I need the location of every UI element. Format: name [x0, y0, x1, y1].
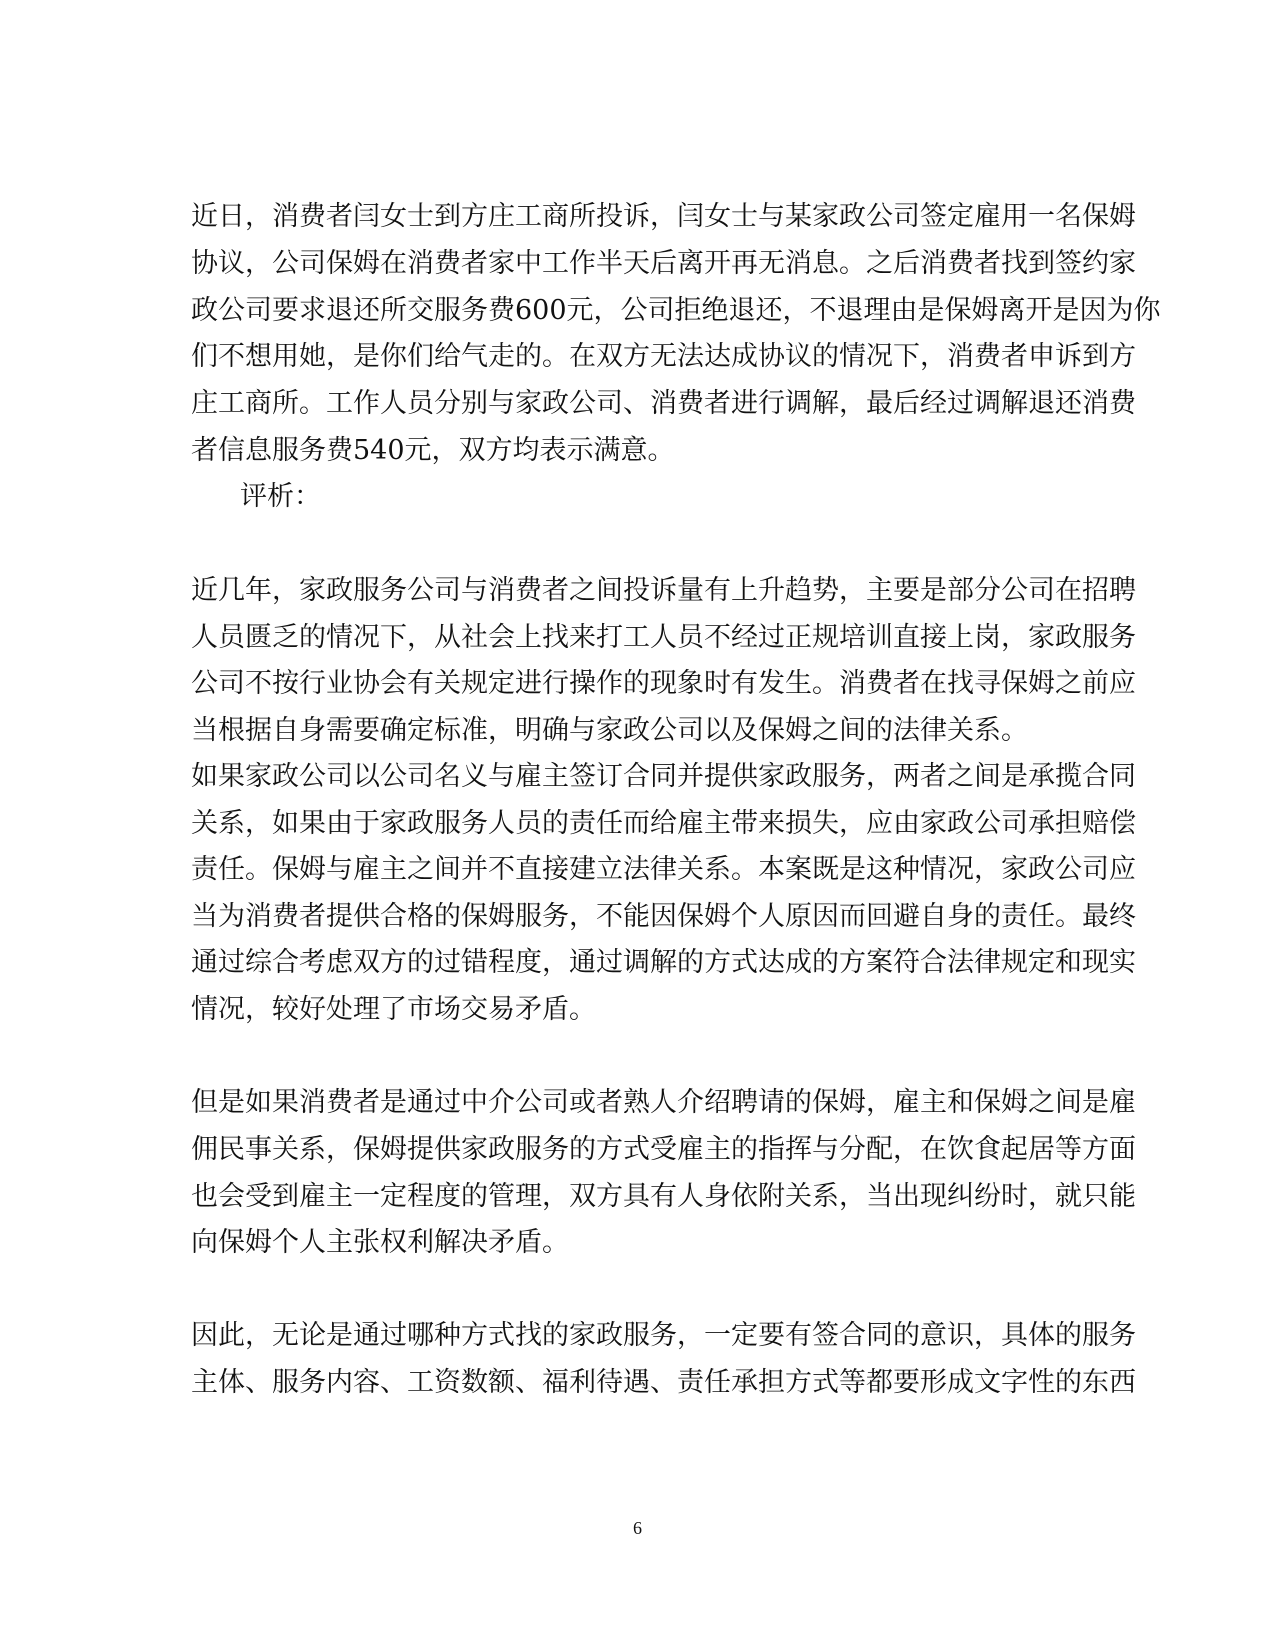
paragraph-3-line-5: 通过综合考虑双方的过错程度，通过调解的方式达成的方案符合法律规定和现实 [191, 947, 1136, 978]
paragraph-2-line-1: 近几年，家政服务公司与消费者之间投诉量有上升趋势，主要是部分公司在招聘 [191, 575, 1136, 606]
paragraph-4-line-1: 但是如果消费者是通过中介公司或者熟人介绍聘请的保姆，雇主和保姆之间是雇 [191, 1087, 1136, 1118]
paragraph-3-line-1: 如果家政公司以公司名义与雇主签订合同并提供家政服务，两者之间是承揽合同 [191, 761, 1136, 792]
paragraph-5-line-2: 主体、服务内容、工资数额、福利待遇、责任承担方式等都要形成文字性的东西 [191, 1367, 1136, 1398]
paragraph-5-line-1: 因此，无论是通过哪种方式找的家政服务，一定要有签合同的意识，具体的服务 [191, 1320, 1136, 1351]
page-number: 6 [633, 1518, 642, 1538]
paragraph-1-line-3: 政公司要求退还所交服务费600元，公司拒绝退还，不退理由是保姆离开是因为你 [191, 295, 1161, 326]
analysis-heading: 评析： [240, 481, 321, 512]
paragraph-1-line-5: 庄工商所。工作人员分别与家政公司、消费者进行调解，最后经过调解退还消费 [191, 388, 1136, 419]
paragraph-3-line-6: 情况，较好处理了市场交易矛盾。 [191, 994, 596, 1025]
paragraph-1-line-2: 协议，公司保姆在消费者家中工作半天后离开再无消息。之后消费者找到签约家 [191, 248, 1136, 279]
paragraph-4-line-2: 佣民事关系，保姆提供家政服务的方式受雇主的指挥与分配，在饮食起居等方面 [191, 1134, 1136, 1165]
paragraph-2-line-4: 当根据自身需要确定标准，明确与家政公司以及保姆之间的法律关系。 [191, 715, 1028, 746]
paragraph-1-line-6: 者信息服务费540元，双方均表示满意。 [191, 435, 675, 466]
paragraph-4-line-4: 向保姆个人主张权利解决矛盾。 [191, 1227, 569, 1258]
paragraph-3-line-2: 关系，如果由于家政服务人员的责任而给雇主带来损失，应由家政公司承担赔偿 [191, 808, 1136, 839]
paragraph-1-line-1: 近日，消费者闫女士到方庄工商所投诉，闫女士与某家政公司签定雇用一名保姆 [191, 201, 1136, 232]
paragraph-4-line-3: 也会受到雇主一定程度的管理，双方具有人身依附关系，当出现纠纷时，就只能 [191, 1181, 1136, 1212]
paragraph-3-line-3: 责任。保姆与雇主之间并不直接建立法律关系。本案既是这种情况，家政公司应 [191, 854, 1136, 885]
paragraph-2-line-3: 公司不按行业协会有关规定进行操作的现象时有发生。消费者在找寻保姆之前应 [191, 668, 1136, 699]
paragraph-1-line-4: 们不想用她，是你们给气走的。在双方无法达成协议的情况下，消费者申诉到方 [191, 341, 1136, 372]
paragraph-3-line-4: 当为消费者提供合格的保姆服务，不能因保姆个人原因而回避自身的责任。最终 [191, 901, 1136, 932]
paragraph-2-line-2: 人员匮乏的情况下，从社会上找来打工人员不经过正规培训直接上岗，家政服务 [191, 622, 1136, 653]
